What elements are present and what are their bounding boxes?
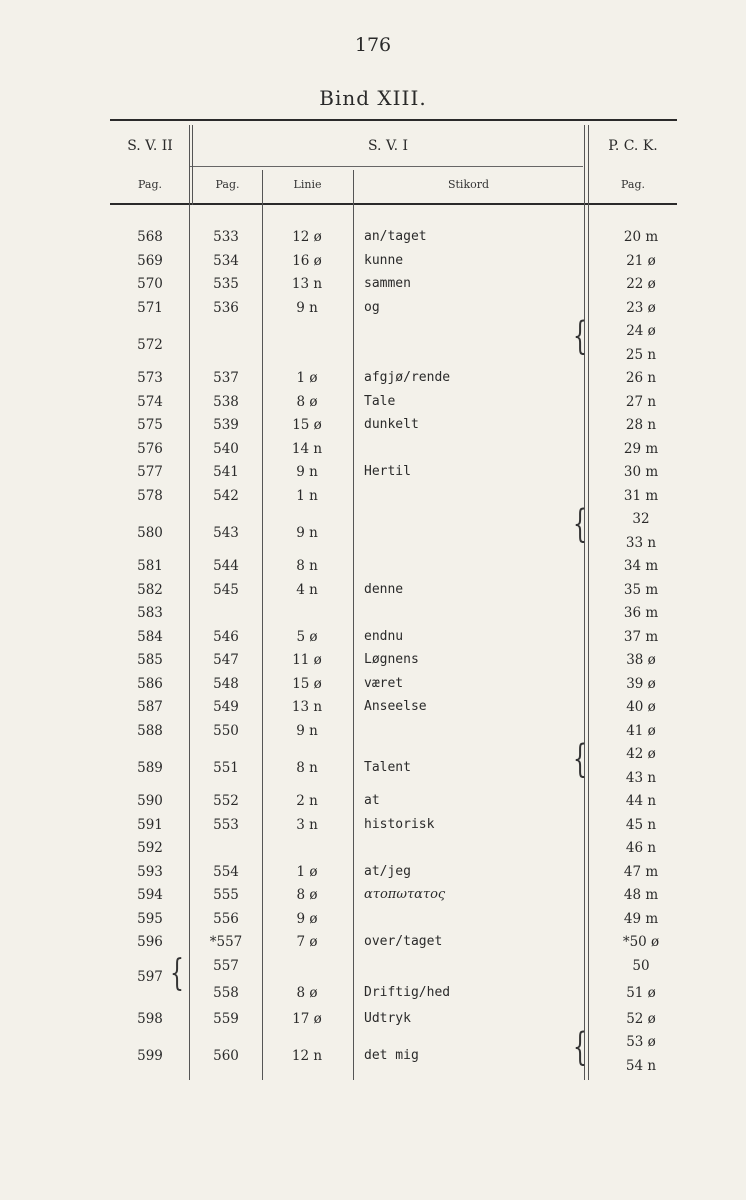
column-divider bbox=[584, 125, 585, 1080]
sv1-page: 533 bbox=[213, 229, 239, 245]
pek-page: 36 m bbox=[623, 605, 659, 621]
pek-page: 20 m bbox=[623, 229, 659, 245]
pek-page: 22 ø bbox=[626, 276, 656, 292]
pek-page: 28 n bbox=[625, 417, 657, 433]
pek-page: 53 ø bbox=[626, 1034, 656, 1050]
sv1-page: 559 bbox=[213, 1010, 239, 1027]
pek-page: 31 m bbox=[623, 487, 659, 504]
sv1-page: 551 bbox=[213, 759, 239, 776]
sv1-page: 535 bbox=[213, 276, 239, 292]
brace-icon: { bbox=[573, 503, 587, 547]
line-ref: 15 ø bbox=[292, 675, 322, 692]
sv1-page: 543 bbox=[213, 524, 239, 541]
keyword: ατοπωτατος bbox=[364, 887, 446, 902]
table-top-rule bbox=[110, 119, 677, 121]
keyword: Udtryk bbox=[364, 1010, 411, 1026]
line-ref: 8 ø bbox=[296, 887, 318, 903]
sv2-page: 588 bbox=[137, 722, 163, 739]
sv2-page: 569 bbox=[137, 252, 163, 269]
pek-page: 32 bbox=[632, 511, 650, 527]
column-divider bbox=[353, 170, 354, 1080]
sv2-page: 577 bbox=[137, 464, 163, 480]
line-ref: 1 ø bbox=[296, 863, 318, 880]
sv1-page: 542 bbox=[213, 487, 239, 504]
pek-page: 33 n bbox=[625, 534, 657, 551]
pek-page: 42 ø bbox=[626, 746, 656, 762]
sv1-page: 557 bbox=[213, 957, 239, 974]
brace-icon: { bbox=[573, 315, 587, 359]
sv2-page: 592 bbox=[137, 840, 163, 856]
sv1-page: 545 bbox=[213, 581, 239, 598]
pek-page: 24 ø bbox=[626, 323, 656, 339]
pek-page: 52 ø bbox=[626, 1010, 656, 1027]
sv1-page: 556 bbox=[213, 910, 239, 927]
line-ref: 13 n bbox=[291, 276, 323, 292]
line-ref: 2 n bbox=[296, 793, 318, 809]
sv2-page: 582 bbox=[137, 581, 163, 598]
pek-page: 48 m bbox=[623, 887, 659, 903]
sv2-page: 571 bbox=[137, 299, 163, 316]
line-ref: 12 n bbox=[291, 1047, 323, 1064]
sv2-page: 587 bbox=[137, 699, 163, 715]
sv1-page: 549 bbox=[213, 699, 239, 715]
sv2-page: 589 bbox=[137, 759, 163, 776]
line-ref: 1 n bbox=[296, 487, 318, 504]
keyword: over/taget bbox=[364, 934, 443, 949]
line-ref: 9 n bbox=[296, 299, 318, 316]
header-bottom-rule bbox=[110, 203, 677, 205]
sv1-page: 541 bbox=[213, 464, 239, 480]
sv1-page: 534 bbox=[213, 252, 239, 269]
page-number: 176 bbox=[354, 34, 392, 56]
header-pek: P. C. K. bbox=[608, 138, 658, 154]
keyword: endnu bbox=[364, 628, 404, 644]
sv1-page: *557 bbox=[209, 934, 243, 950]
column-divider bbox=[262, 170, 263, 1080]
sv1-page: 547 bbox=[213, 652, 239, 668]
sv1-page: 540 bbox=[213, 440, 239, 457]
pek-page: 30 m bbox=[623, 464, 659, 480]
sv2-page: 599 bbox=[137, 1047, 163, 1064]
line-ref: 15 ø bbox=[292, 417, 322, 433]
line-ref: 9 ø bbox=[296, 910, 318, 927]
line-ref: 7 ø bbox=[296, 934, 318, 950]
keyword: og bbox=[364, 299, 380, 315]
line-ref: 8 n bbox=[296, 759, 318, 776]
brace-icon: { bbox=[573, 1026, 587, 1070]
sv2-page: 574 bbox=[137, 393, 163, 410]
pek-page: 29 m bbox=[623, 440, 659, 457]
keyword: denne bbox=[364, 581, 404, 597]
sv2-page: 581 bbox=[137, 558, 163, 574]
sv2-page: 591 bbox=[137, 816, 163, 833]
pek-page: 54 n bbox=[625, 1057, 657, 1074]
keyword: an/taget bbox=[364, 229, 427, 244]
sv1-page: 558 bbox=[213, 985, 239, 1001]
pek-page: 47 m bbox=[623, 863, 659, 880]
pek-page: *50 ø bbox=[622, 934, 660, 950]
pek-page: 37 m bbox=[623, 628, 659, 645]
pek-page: 44 n bbox=[625, 793, 657, 809]
pek-page: 51 ø bbox=[626, 985, 656, 1001]
keyword: Anseelse bbox=[364, 699, 427, 714]
pek-page: 45 n bbox=[625, 816, 657, 833]
keyword: sammen bbox=[364, 276, 411, 291]
sv1-page: 546 bbox=[213, 628, 239, 645]
keyword: kunne bbox=[364, 252, 404, 268]
column-divider bbox=[588, 125, 589, 1080]
sv1-page: 555 bbox=[213, 887, 239, 903]
sv2-page: 585 bbox=[137, 652, 163, 668]
pek-page: 35 m bbox=[623, 581, 659, 598]
pek-page: 41 ø bbox=[626, 722, 656, 739]
line-ref: 5 ø bbox=[296, 628, 318, 645]
pek-page: 40 ø bbox=[626, 699, 656, 715]
sv2-page: 578 bbox=[137, 487, 163, 504]
band-title: Bind XIII. bbox=[319, 86, 427, 110]
sv1-page: 548 bbox=[213, 675, 239, 692]
line-ref: 9 n bbox=[296, 524, 318, 541]
line-ref: 4 n bbox=[296, 581, 318, 598]
pek-page: 38 ø bbox=[626, 652, 656, 668]
pek-page: 27 n bbox=[625, 393, 657, 410]
sv1-page: 537 bbox=[213, 370, 239, 386]
sv1-page: 538 bbox=[213, 393, 239, 410]
sv2-page: 580 bbox=[137, 524, 163, 541]
line-ref: 12 ø bbox=[292, 229, 322, 245]
sv2-page: 598 bbox=[137, 1010, 163, 1027]
pek-page: 50 bbox=[632, 957, 650, 974]
keyword: afgjø/rende bbox=[364, 370, 451, 385]
sv2-page: 594 bbox=[137, 887, 163, 903]
line-ref: 16 ø bbox=[292, 252, 322, 269]
sv2-page: 596 bbox=[137, 934, 163, 950]
line-ref: 9 n bbox=[296, 464, 318, 480]
sv2-page: 597 bbox=[137, 969, 163, 986]
keyword: Løgnens bbox=[364, 652, 419, 667]
sv2-page: 570 bbox=[137, 276, 163, 292]
keyword: at/jeg bbox=[364, 863, 411, 879]
line-ref: 8 ø bbox=[296, 985, 318, 1001]
line-ref: 14 n bbox=[291, 440, 323, 457]
subheader-pag-pek: Pag. bbox=[620, 178, 645, 191]
keyword: at bbox=[364, 793, 380, 808]
sv2-page: 576 bbox=[137, 440, 163, 457]
pek-page: 43 n bbox=[625, 769, 657, 786]
line-ref: 3 n bbox=[296, 816, 318, 833]
sv2-page: 573 bbox=[137, 370, 163, 386]
pek-page: 23 ø bbox=[626, 299, 656, 316]
subheader-pag-sv2: Pag. bbox=[137, 178, 162, 191]
sv2-page: 595 bbox=[137, 910, 163, 927]
keyword: Driftig/hed bbox=[364, 985, 451, 1000]
brace-icon: { bbox=[170, 953, 184, 995]
keyword: dunkelt bbox=[364, 417, 419, 432]
keyword: Tale bbox=[364, 393, 396, 409]
pek-page: 26 n bbox=[625, 370, 657, 386]
sv2-page: 590 bbox=[137, 793, 163, 809]
keyword: Hertil bbox=[364, 464, 411, 479]
column-divider bbox=[192, 125, 193, 205]
brace-icon: { bbox=[573, 738, 587, 782]
sv1-page: 554 bbox=[213, 863, 239, 880]
line-ref: 1 ø bbox=[296, 370, 318, 386]
line-ref: 13 n bbox=[291, 699, 323, 715]
sv2-page: 575 bbox=[137, 417, 163, 433]
sv2-page: 586 bbox=[137, 675, 163, 692]
sv1-page: 536 bbox=[213, 299, 239, 316]
header-sv2: S. V. II bbox=[127, 138, 173, 154]
pek-page: 34 m bbox=[623, 558, 659, 574]
pek-page: 46 n bbox=[625, 840, 657, 856]
sv2-page: 584 bbox=[137, 628, 163, 645]
subheader-linie: Linie bbox=[293, 178, 322, 191]
keyword: historisk bbox=[364, 816, 435, 832]
pek-page: 25 n bbox=[625, 346, 657, 363]
pek-page: 39 ø bbox=[626, 675, 656, 692]
sv1-page: 552 bbox=[213, 793, 239, 809]
sv1-page: 550 bbox=[213, 722, 239, 739]
subheader-pag-sv1: Pag. bbox=[215, 178, 240, 191]
pek-page: 49 m bbox=[623, 910, 659, 927]
line-ref: 8 n bbox=[296, 558, 318, 574]
header-divider-rule bbox=[190, 166, 583, 167]
line-ref: 8 ø bbox=[296, 393, 318, 410]
keyword: det mig bbox=[364, 1047, 419, 1063]
pek-page: 21 ø bbox=[626, 252, 656, 269]
line-ref: 9 n bbox=[296, 722, 318, 739]
line-ref: 17 ø bbox=[292, 1010, 322, 1027]
header-sv1: S. V. I bbox=[367, 138, 409, 154]
subheader-stikord: Stikord bbox=[447, 178, 490, 191]
keyword: Talent bbox=[364, 759, 411, 775]
sv1-page: 560 bbox=[213, 1047, 239, 1064]
sv2-page: 568 bbox=[137, 229, 163, 245]
sv2-page: 583 bbox=[137, 605, 163, 621]
line-ref: 11 ø bbox=[292, 652, 322, 668]
sv2-page: 572 bbox=[137, 336, 163, 353]
sv2-page: 593 bbox=[137, 863, 163, 880]
sv1-page: 553 bbox=[213, 816, 239, 833]
sv1-page: 539 bbox=[213, 417, 239, 433]
keyword: været bbox=[364, 675, 404, 691]
sv1-page: 544 bbox=[213, 558, 239, 574]
